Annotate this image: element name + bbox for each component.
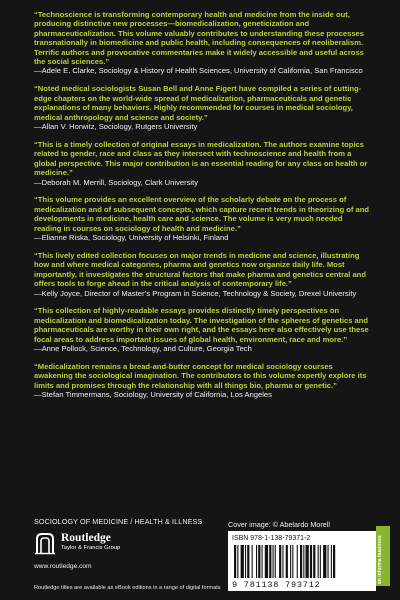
barcode-panel xyxy=(228,531,376,591)
publisher-strip xyxy=(376,526,390,586)
publisher-logo xyxy=(34,531,154,559)
review-quote: “Noted medical sociologists Susan Bell and Anne Figert have compiled a series of cutting-edge chapters on the world-wide spread of medicalization, pharmaceuticals and genetic explanations of many behaviors. Highly recommended for courses in medical sociology, medical anthropology and science and society.” xyxy=(34,84,362,122)
barcode-icon xyxy=(232,545,372,579)
review-quote: “Technoscience is transforming contemporary health and medicine from the inside out, producing distinctive new processes—biomedicalization, geneticization and pharmaceuticalization. This volume valuably contributes to understanding these processes transnationally in biomedicine and public health, including consequences of neoliberalism. Terrific authors and provocative commentaries make it widely accessible and useful across the social sciences.” xyxy=(34,10,364,67)
review-quote: “Medicalization remains a bread-and-butter concept for medical sociology courses awakening the sociological imagination. The contributors to this volume expertly explore its limits and promises through the relationship with all things bio, pharma or genetic.” xyxy=(34,362,367,390)
series-label: SOCIOLOGY OF MEDICINE / HEALTH & ILLNESS xyxy=(34,517,203,526)
review-blurb xyxy=(34,84,372,131)
review-attribution: —Allan V. Horwitz, Sociology, Rutgers University xyxy=(34,121,198,131)
isbn-label: ISBN 978-1-138-79371-2 xyxy=(232,535,311,542)
publisher-name: Routledge xyxy=(61,532,111,544)
routledge-logo-icon xyxy=(34,531,56,555)
publisher-website: www.routledge.com xyxy=(34,563,92,570)
review-attribution: —Anne Pollock, Science, Technology, and Culture, Georgia Tech xyxy=(34,344,252,354)
review-attribution: —Kelly Joyce, Director of Master’s Program in Science, Technology & Society, Drexel University xyxy=(34,288,357,298)
review-quote: “This lively edited collection focuses on major trends in medicine and science, illustrating how and where medical categories, pharma and genetics now organize daily life. Most importantly, it investigates the structural factors that make pharma and genetics central and offers tools to forge ahead in the critical analysis of contemporary life.” xyxy=(34,250,366,289)
review-blurbs xyxy=(34,10,372,408)
review-blurb xyxy=(34,251,372,298)
review-attribution: —Stefan Timmermans, Sociology, University of California, Los Angeles xyxy=(34,390,272,400)
review-quote: “This volume provides an excellent overview of the scholarly debate on the process of medicalization and of subsequent concepts, which capture recent trends in theorizing of and developments in medicine, health care and science. The volume is very much needed reading in courses on sociology of health and medicine.” xyxy=(34,195,370,233)
review-blurb xyxy=(34,195,372,242)
review-blurb xyxy=(34,140,372,187)
cover-image-credit: Cover image: © Abelardo Morell xyxy=(228,520,330,529)
review-blurb xyxy=(34,10,372,76)
publisher-group: Taylor & Francis Group xyxy=(61,545,121,551)
review-attribution: —Elianne Riska, Sociology, University of Helsinki, Finland xyxy=(34,233,229,243)
ebook-note: Routledge titles are available as eBook editions in a range of digital formats xyxy=(34,585,221,591)
review-quote: “This collection of highly-readable essays provides distinctly timely perspectives on medicalization and biomedicalization today. The investigation of the spheres of genetics and pharmaceuticals are worthy in their own right, and the essays here also effectively use these focal areas to address important issues of global health, environment, race and more.” xyxy=(34,306,369,344)
barcode-digits: 9 781138 793712 xyxy=(232,580,321,590)
review-blurb xyxy=(34,306,372,353)
review-quote: “This is a timely collection of original essays in medicalization. The authors examine topics related to gender, race and class as they intersect with technoscience and health from a global perspective. This major contribution is an essential reading for any class on health or medicine.” xyxy=(34,139,368,178)
review-blurb xyxy=(34,362,372,400)
review-attribution: —Deborah M. Merrill, Sociology, Clark University xyxy=(34,177,199,187)
review-attribution: —Adele E. Clarke, Sociology & History of Health Sciences, University of California, San Francisco xyxy=(34,66,363,76)
informa-label: an informa business xyxy=(377,535,383,584)
